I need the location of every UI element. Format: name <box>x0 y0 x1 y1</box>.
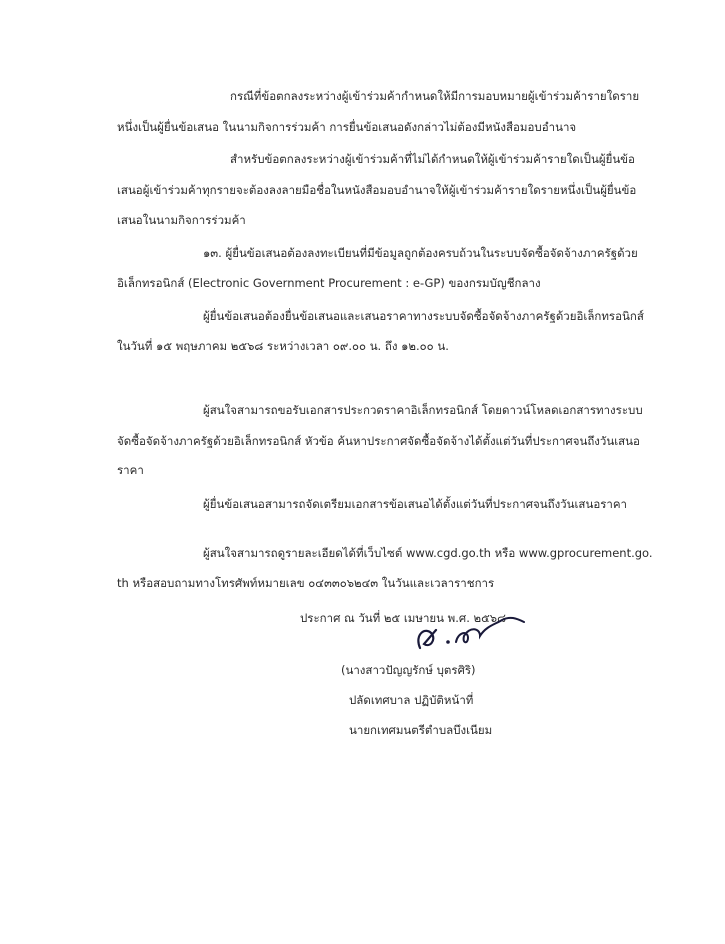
signature-mark <box>340 612 540 656</box>
paragraph-line: สำหรับข้อตกลงระหว่างผู้เข้าร่วมค้าที่ไม่ได้กำหนดให้ผู้เข้าร่วมค้ารายใดเป็นผู้ยื่นข้อ <box>230 152 635 166</box>
signatory-name: (นางสาวปัญญรักษ์ บุตรศิริ) <box>341 663 476 677</box>
paragraph-line: เสนอในนามกิจการร่วมค้า <box>117 213 246 227</box>
signatory-title: นายกเทศมนตรีตำบลบึงเนียม <box>349 723 493 737</box>
paragraph-line: เสนอผู้เข้าร่วมค้าทุกรายจะต้องลงลายมือชื่อในหนังสือมอบอำนาจให้ผู้เข้าร่วมค้ารายใดรายหนึ่งเป็นผู้ยื่นข้อ <box>117 183 637 197</box>
paragraph-line: ในวันที่ ๑๕ พฤษภาคม ๒๕๖๘ ระหว่างเวลา ๐๙.๐๐ น. ถึง ๑๒.๐๐ น. <box>117 339 449 353</box>
paragraph-line: ผู้สนใจสามารถขอรับเอกสารประกวดราคาอิเล็กทรอนิกส์ โดยดาวน์โหลดเอกสารทางระบบ <box>203 403 643 417</box>
announcement-date: ประกาศ ณ วันที่ ๒๕ เมษายน พ.ศ. ๒๕๖๘ <box>300 611 506 625</box>
paragraph-line: หนึ่งเป็นผู้ยื่นข้อเสนอ ในนามกิจการร่วมค้า การยื่นข้อเสนอดังกล่าวไม่ต้องมีหนังสือมอบอำนาจ <box>117 120 577 134</box>
paragraph-line: อิเล็กทรอนิกส์ (Electronic Government Procurement : e-GP) ของกรมบัญชีกลาง <box>117 276 541 290</box>
paragraph-line: ผู้ยื่นข้อเสนอสามารถจัดเตรียมเอกสารข้อเสนอได้ตั้งแต่วันที่ประกาศจนถึงวันเสนอราคา <box>203 497 628 511</box>
paragraph-line: กรณีที่ข้อตกลงระหว่างผู้เข้าร่วมค้ากำหนดให้มีการมอบหมายผู้เข้าร่วมค้ารายใดราย <box>230 89 640 103</box>
paragraph-line: ผู้สนใจสามารถดูรายละเอียดได้ที่เว็บไซต์ www.cgd.go.th หรือ www.gprocurement.go. <box>203 546 653 560</box>
paragraph-line: ๑๓. ผู้ยื่นข้อเสนอต้องลงทะเบียนที่มีข้อมูลถูกต้องครบถ้วนในระบบจัดซื้อจัดจ้างภาครัฐด้วย <box>203 246 638 260</box>
paragraph-line: จัดซื้อจัดจ้างภาครัฐด้วยอิเล็กทรอนิกส์ หัวข้อ ค้นหาประกาศจัดซื้อจัดจ้างได้ตั้งแต่วันที่ประกาศจนถึงวันเสนอ <box>117 434 640 448</box>
signatory-position: ปลัดเทศบาล ปฏิบัติหน้าที่ <box>349 693 474 707</box>
handwritten-signature <box>340 612 540 656</box>
paragraph-line: ผู้ยื่นข้อเสนอต้องยื่นข้อเสนอและเสนอราคาทางระบบจัดซื้อจัดจ้างภาครัฐด้วยอิเล็กทรอนิกส์ <box>203 309 644 323</box>
paragraph-line: th หรือสอบถามทางโทรศัพท์หมายเลข ๐๔๓๓๐๖๒๔๓ ในวันและเวลาราชการ <box>117 576 495 590</box>
paragraph-line: ราคา <box>117 463 144 477</box>
